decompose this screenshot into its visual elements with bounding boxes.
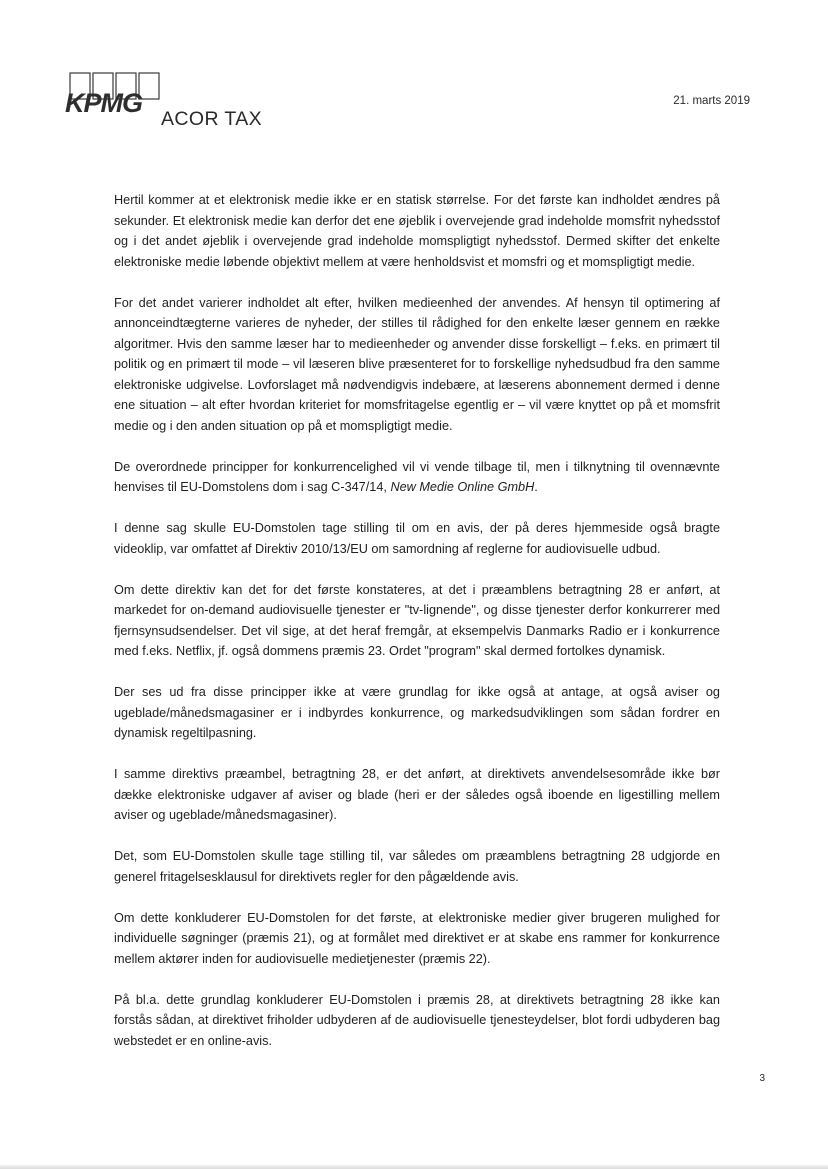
paragraph-7: Det, som EU-Domstolen skulle tage stilling til, var således om præamblens betragtning 28 udgjorde en generel fritagelsesklausul for direktivets regler for den pågældende avis. [114,849,720,884]
paragraph-3: I denne sag skulle EU-Domstolen tage stilling til om en avis, der på deres hjemmeside også bragte videoklip, var omfattet af Direktiv 2010/13/EU om samordning af reglerne for audiovisuelle udbud. [114,521,720,556]
paragraph-4: Om dette direktiv kan det for det første konstateres, at det i præamblens betragtning 28 er anført, at markedet for on-demand audiovisuelle tjenester er "tv-lignende", og disse tjenester derfor konkurrerer med fjernsynsudsendelser. Det vil sige, at det heraf fremgår, at eksempelvis Danmarks Radio er i konkurrence med f.eks. Netflix, jf. også dommens præmis 23. Ordet "program" skal dermed fortolkes dynamisk. [114,582,720,658]
acor-tax-label: ACOR TAX [161,108,263,130]
paragraph-8: Om dette konkluderer EU-Domstolen for det første, at elektroniske medier giver brugeren mulighed for individuelle søgninger (præmis 21), og at formålet med direktivet er at skabe ens rammer for konkurrence mellem aktører inden for audiovisuelle medietjenester (præmis 22). [114,910,720,966]
kpmg-logo-text: KPMG [65,88,142,116]
case-reference-text: De overordnede principper for konkurrencelighed vil vi vende tilbage til, men i tilknytning til ovennævnte henvises til EU-Domstolens dom i sag C-347/14, [114,459,720,494]
paragraph-1: Hertil kommer at et elektronisk medie ikke er en statisk størrelse. For det første kan indholdet ændres på sekunder. Et elektronisk medie kan derfor det ene øjeblik i overvejende grad indeholde momsfrit nyhedsstof og i det andet øjeblik i overvejende grad indeholde momspligtigt nyhedsstof. Dermed skifter det enkelte elektroniske medie løbende objektivt mellem at være henholdsvist et momsfri og et momspligtigt medie. [114,193,720,269]
document-date: 21. marts 2019 [673,95,750,107]
kpmg-acor-tax-logo [64,72,274,132]
paragraph-case-reference [114,457,720,498]
paragraph-2: For det andet varierer indholdet alt efter, hvilken medieenhed der anvendes. Af hensyn til optimering af annonceindtægterne varieres de nyheder, der stilles til rådighed for den enkelte læser gennem en række algoritmer. Hvis den samme læser har to medieenheder og anvender disse forskelligt – f.eks. en primært til politik og en primært til mode – vil læseren blive præsenteret for to forskellige nyhedsudbud fra den samme elektroniske udgivelse. Lovforslaget må nødvendigvis indebære, at læserens abonnement dermed i denne ene situation – alt efter hvordan kriteriet for momsfritagelse egentlig er – vil være knyttet op på et momsfrit medie og i den anden situation op på et momspligtigt medie. [114,295,720,433]
scan-edge [0,1165,828,1169]
case-name: New Medie Online GmbH [390,480,535,494]
document-body [114,190,720,1051]
paragraph-6: I samme direktivs præambel, betragtning 28, er det anført, at direktivets anvendelsesområde ikke bør dække elektroniske udgaver af aviser og blade (heri er der således også iboende en ligestilling mellem aviser og ugeblade/månedsmagasiner). [114,767,720,822]
paragraph-9: På bl.a. dette grundlag konkluderer EU-Domstolen i præmis 28, at direktivets betragtning 28 ikke kan forstås sådan, at direktivet friholder udbyderen af de audiovisuelle tjenesteydelser, blot fordi udbyderen bag webstedet er en online-avis. [114,992,720,1048]
kpmg-logo-icon [64,72,170,116]
paragraph-5: Der ses ud fra disse principper ikke at være grundlag for ikke også at antage, at også aviser og ugeblade/månedsmagasiner er i indbyrdes konkurrence, og markedsudviklingen som sådan fordrer en dynamisk regeltilpasning. [114,685,720,740]
page-number: 3 [759,1073,765,1084]
case-reference-end: . [534,480,538,494]
